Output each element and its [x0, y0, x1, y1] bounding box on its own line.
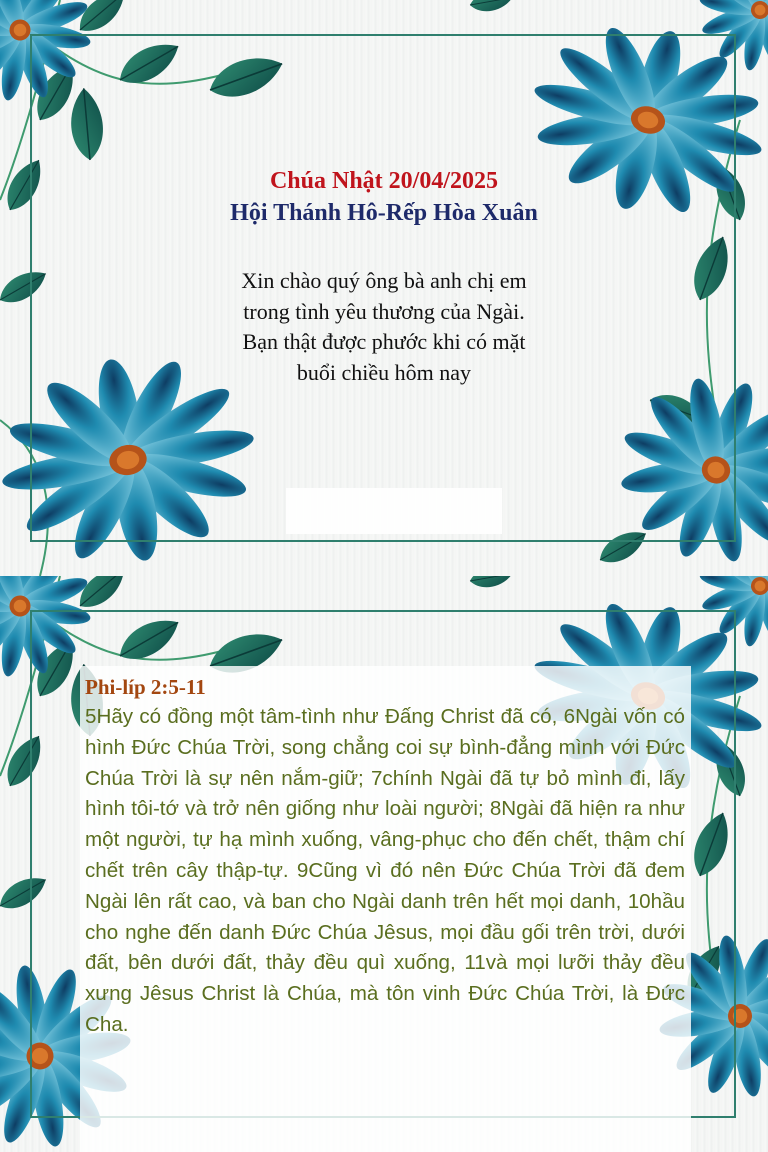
greeting-line: trong tình yêu thương của Ngài.: [243, 298, 525, 324]
leaf-icon: [468, 0, 514, 14]
scripture-panel: [80, 666, 691, 1152]
scripture-reference: Phi-líp 2:5-11: [85, 675, 206, 699]
service-date: Chúa Nhật 20/04/2025: [269, 168, 499, 194]
greeting-line: Bạn thật được phước khi có mặt: [242, 329, 526, 354]
scripture-passage: 5Hãy có đồng một tâm-tình như Đấng Christ đã có, 6Ngài vốn có hình Đức Chúa Trời, song chẳng coi sự bình-đẳng mình với Đức Chúa Trời là sự nên nắm-giữ; 7chính Ngài đã tự bỏ mình đi, lấy hình tôi-tớ và trở nên giống như loài người; 8Ngài đã hiện ra như một người, tự hạ mình xuống, vâng-phục cho đến chết, thậm chí chết trên cây thập-tự. 9Cũng vì đó nên Đức Chúa Trời đã đem Ngài lên rất cao, và ban cho Ngài danh trên hết mọi danh, 10hầu cho nghe đến danh Đức Chúa Jêsus, mọi đầu gối trên trời, dưới đất, bên dưới đất, thảy đều quì xuống, 11và mọi lưỡi thảy đều xưng Jêsus Christ là Chúa, mà tôn vinh Đức Chúa Trời, là Đức Cha.: [85, 705, 685, 1036]
blank-box: [286, 488, 502, 534]
greeting-line: buổi chiều hôm nay: [296, 359, 472, 385]
scripture-slide: [0, 576, 768, 1152]
church-name: Hội Thánh Hô-Rếp Hòa Xuân: [230, 200, 538, 226]
greeting-line: Xin chào quý ông bà anh chị em: [241, 268, 527, 293]
leaf-icon: [468, 576, 514, 590]
greeting-text: [0, 266, 768, 388]
